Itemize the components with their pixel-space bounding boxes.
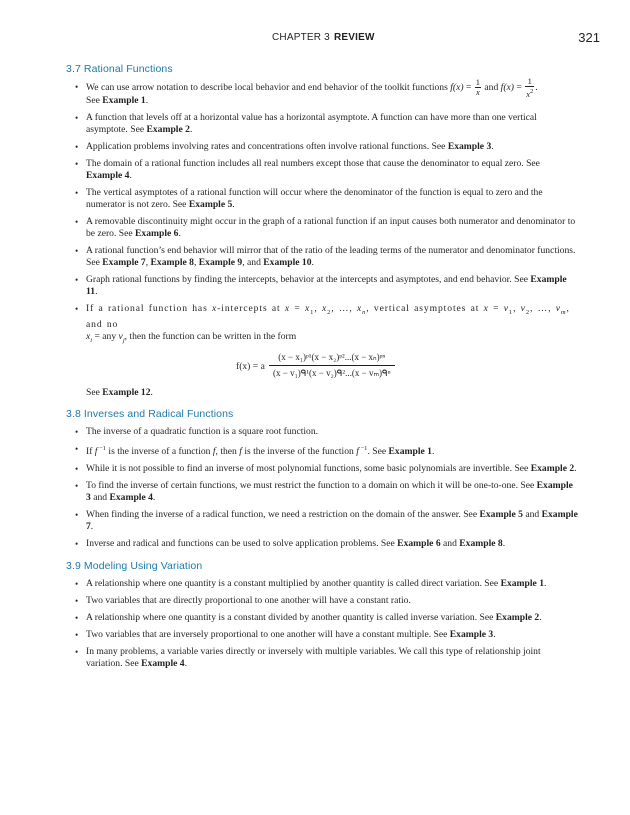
list-item: • When finding the inverse of a radical function, we need a restriction on the domain of the answer. See Example 5 and Example 7.: [86, 509, 578, 533]
list-item: • Graph rational functions by finding the intercepts, behavior at the intercepts and asymptotes, and end behavior. See Example 11.: [86, 274, 578, 298]
list-item: • While it is not possible to find an inverse of most polynomial functions, some basic polynomials are invertible. See Example 2.: [86, 463, 578, 475]
running-head: [272, 32, 375, 43]
example-link: Example 2: [146, 123, 190, 135]
page-number: 321: [578, 30, 600, 45]
example-link: Example 12: [102, 386, 151, 398]
section-rational-functions: [66, 63, 578, 399]
example-link: Example 2: [495, 611, 540, 623]
example-link: Example 1: [102, 94, 146, 106]
formula-numerator: (x − x₁)ᵖ¹(x − x₂)ᵖ²...(x − xₙ)ᵖⁿ: [269, 351, 395, 366]
example-link: Example 10: [263, 256, 312, 268]
example-link: Example 3: [447, 140, 492, 152]
list-item: • A relationship where one quantity is a constant multiplied by another quantity is called direct variation. See Example 1.: [86, 578, 578, 590]
example-link: Example 8: [459, 537, 503, 549]
example-link: Example 11: [86, 273, 567, 297]
bullet-list: [66, 426, 578, 550]
list-item: • Two variables that are inversely proportional to one another will have a constant multiple. See Example 3.: [86, 629, 578, 641]
page-content: [66, 63, 578, 680]
example-link: Example 4: [141, 657, 185, 669]
list-item: • In many problems, a variable varies directly or inversely with multiple variables. We call this type of relationship joint variation. See Example 4.: [86, 646, 578, 670]
list-item: • If a rational function has x-intercepts at $x = x_1$, $x_2$, …, $x_n$, vertical asymptotes at $x = v_1$, $v_2$, …, $v_m$, and no $x_i$ = any $v_j$, then the function can be written in the form f(x) = a (x − x₁)ᵖ¹(x − x₂)ᵖ²...(x − xₙ)ᵖⁿ (x − v₁)ᑫ¹(x − v₂)ᑫ²...(x − vₘ)ᑫⁿ See Example 12.: [86, 303, 578, 399]
fraction: $\frac{1}{x^2}$: [526, 76, 534, 99]
list-item: • Application problems involving rates and concentrations often involve rational functions. See Example 3.: [86, 141, 578, 153]
list-item: • Two variables that are directly proportional to one another will have a constant ratio.: [86, 595, 578, 607]
list-item: • A function that levels off at a horizontal value has a horizontal asymptote. A function can have more than one vertical asymptote. See Example 2.: [86, 112, 578, 136]
example-link: Example 4: [86, 169, 130, 181]
formula-lhs: f(x) = a: [236, 360, 265, 372]
bullet-list: [66, 578, 578, 670]
section-title: 3.9 Modeling Using Variation: [66, 559, 203, 572]
fraction: $\frac{1}{x}$: [475, 77, 481, 98]
example-link: Example 5: [479, 508, 523, 520]
list-item: • The domain of a rational function includes all real numbers except those that cause the denominator to equal zero. See Example 4.: [86, 158, 578, 182]
list-item: • The vertical asymptotes of a rational function will occur where the denominator of the function is equal to zero and the numerator is not zero. See Example 5.: [86, 187, 578, 211]
list-item: • A relationship where one quantity is a constant divided by another quantity is called inverse variation. See Example 2.: [86, 612, 578, 624]
section-title: 3.8 Inverses and Radical Functions: [66, 407, 234, 420]
page-header: [0, 30, 630, 48]
list-item: • A rational function’s end behavior will mirror that of the ratio of the leading terms of the numerator and denominator functions. See Example 7, Example 8, Example 9, and Example 10.: [86, 245, 578, 269]
example-link: Example 8: [150, 256, 194, 268]
list-item: • We can use arrow notation to describe local behavior and end behavior of the toolkit functions f(x) = $\frac{1}{x}$ and f(x) = $\frac{1}{x^2}$ . See Example 1.: [86, 81, 578, 107]
example-link: Example 6: [397, 537, 441, 549]
section-title: 3.7 Rational Functions: [66, 63, 173, 75]
list-item: • Inverse and radical and functions can be used to solve application problems. See Example 6 and Example 8.: [86, 538, 578, 550]
list-item: • A removable discontinuity might occur in the graph of a rational function if an input causes both numerator and denominator to be zero. See Example 6.: [86, 216, 578, 240]
chapter-label: CHAPTER 3: [272, 32, 330, 43]
formula-fraction: [269, 351, 395, 380]
list-item: • If f $^{-1}$ is the inverse of a function f, then f is the inverse of the function f $^{-1}$. See Example 1.: [86, 443, 578, 458]
example-link: Example 9: [198, 256, 243, 268]
example-link: Example 7: [102, 256, 146, 268]
list-item: • To find the inverse of certain functions, we must restrict the function to a domain on which it will be one-to-one. See Example 3 and Example 4.: [86, 480, 578, 504]
review-label: REVIEW: [333, 32, 375, 43]
example-link: Example 6: [135, 227, 179, 239]
section-inverses-radical: [66, 408, 578, 550]
example-link: Example 4: [109, 491, 153, 503]
example-link: Example 5: [188, 198, 233, 210]
formula-denominator: (x − v₁)ᑫ¹(x − v₂)ᑫ²...(x − vₘ)ᑫⁿ: [273, 367, 391, 378]
example-link: Example 7: [86, 508, 578, 532]
bullet-list: [66, 76, 578, 399]
section-modeling-variation: [66, 560, 578, 670]
rational-function-formula: [86, 351, 578, 383]
example-link: Example 3: [449, 628, 494, 640]
list-item: • The inverse of a quadratic function is a square root function.: [86, 426, 578, 438]
example-link: Example 2: [530, 462, 575, 474]
example-link: Example 1: [388, 445, 432, 457]
example-link: Example 1: [500, 577, 545, 589]
example-link: Example 3: [86, 479, 573, 503]
